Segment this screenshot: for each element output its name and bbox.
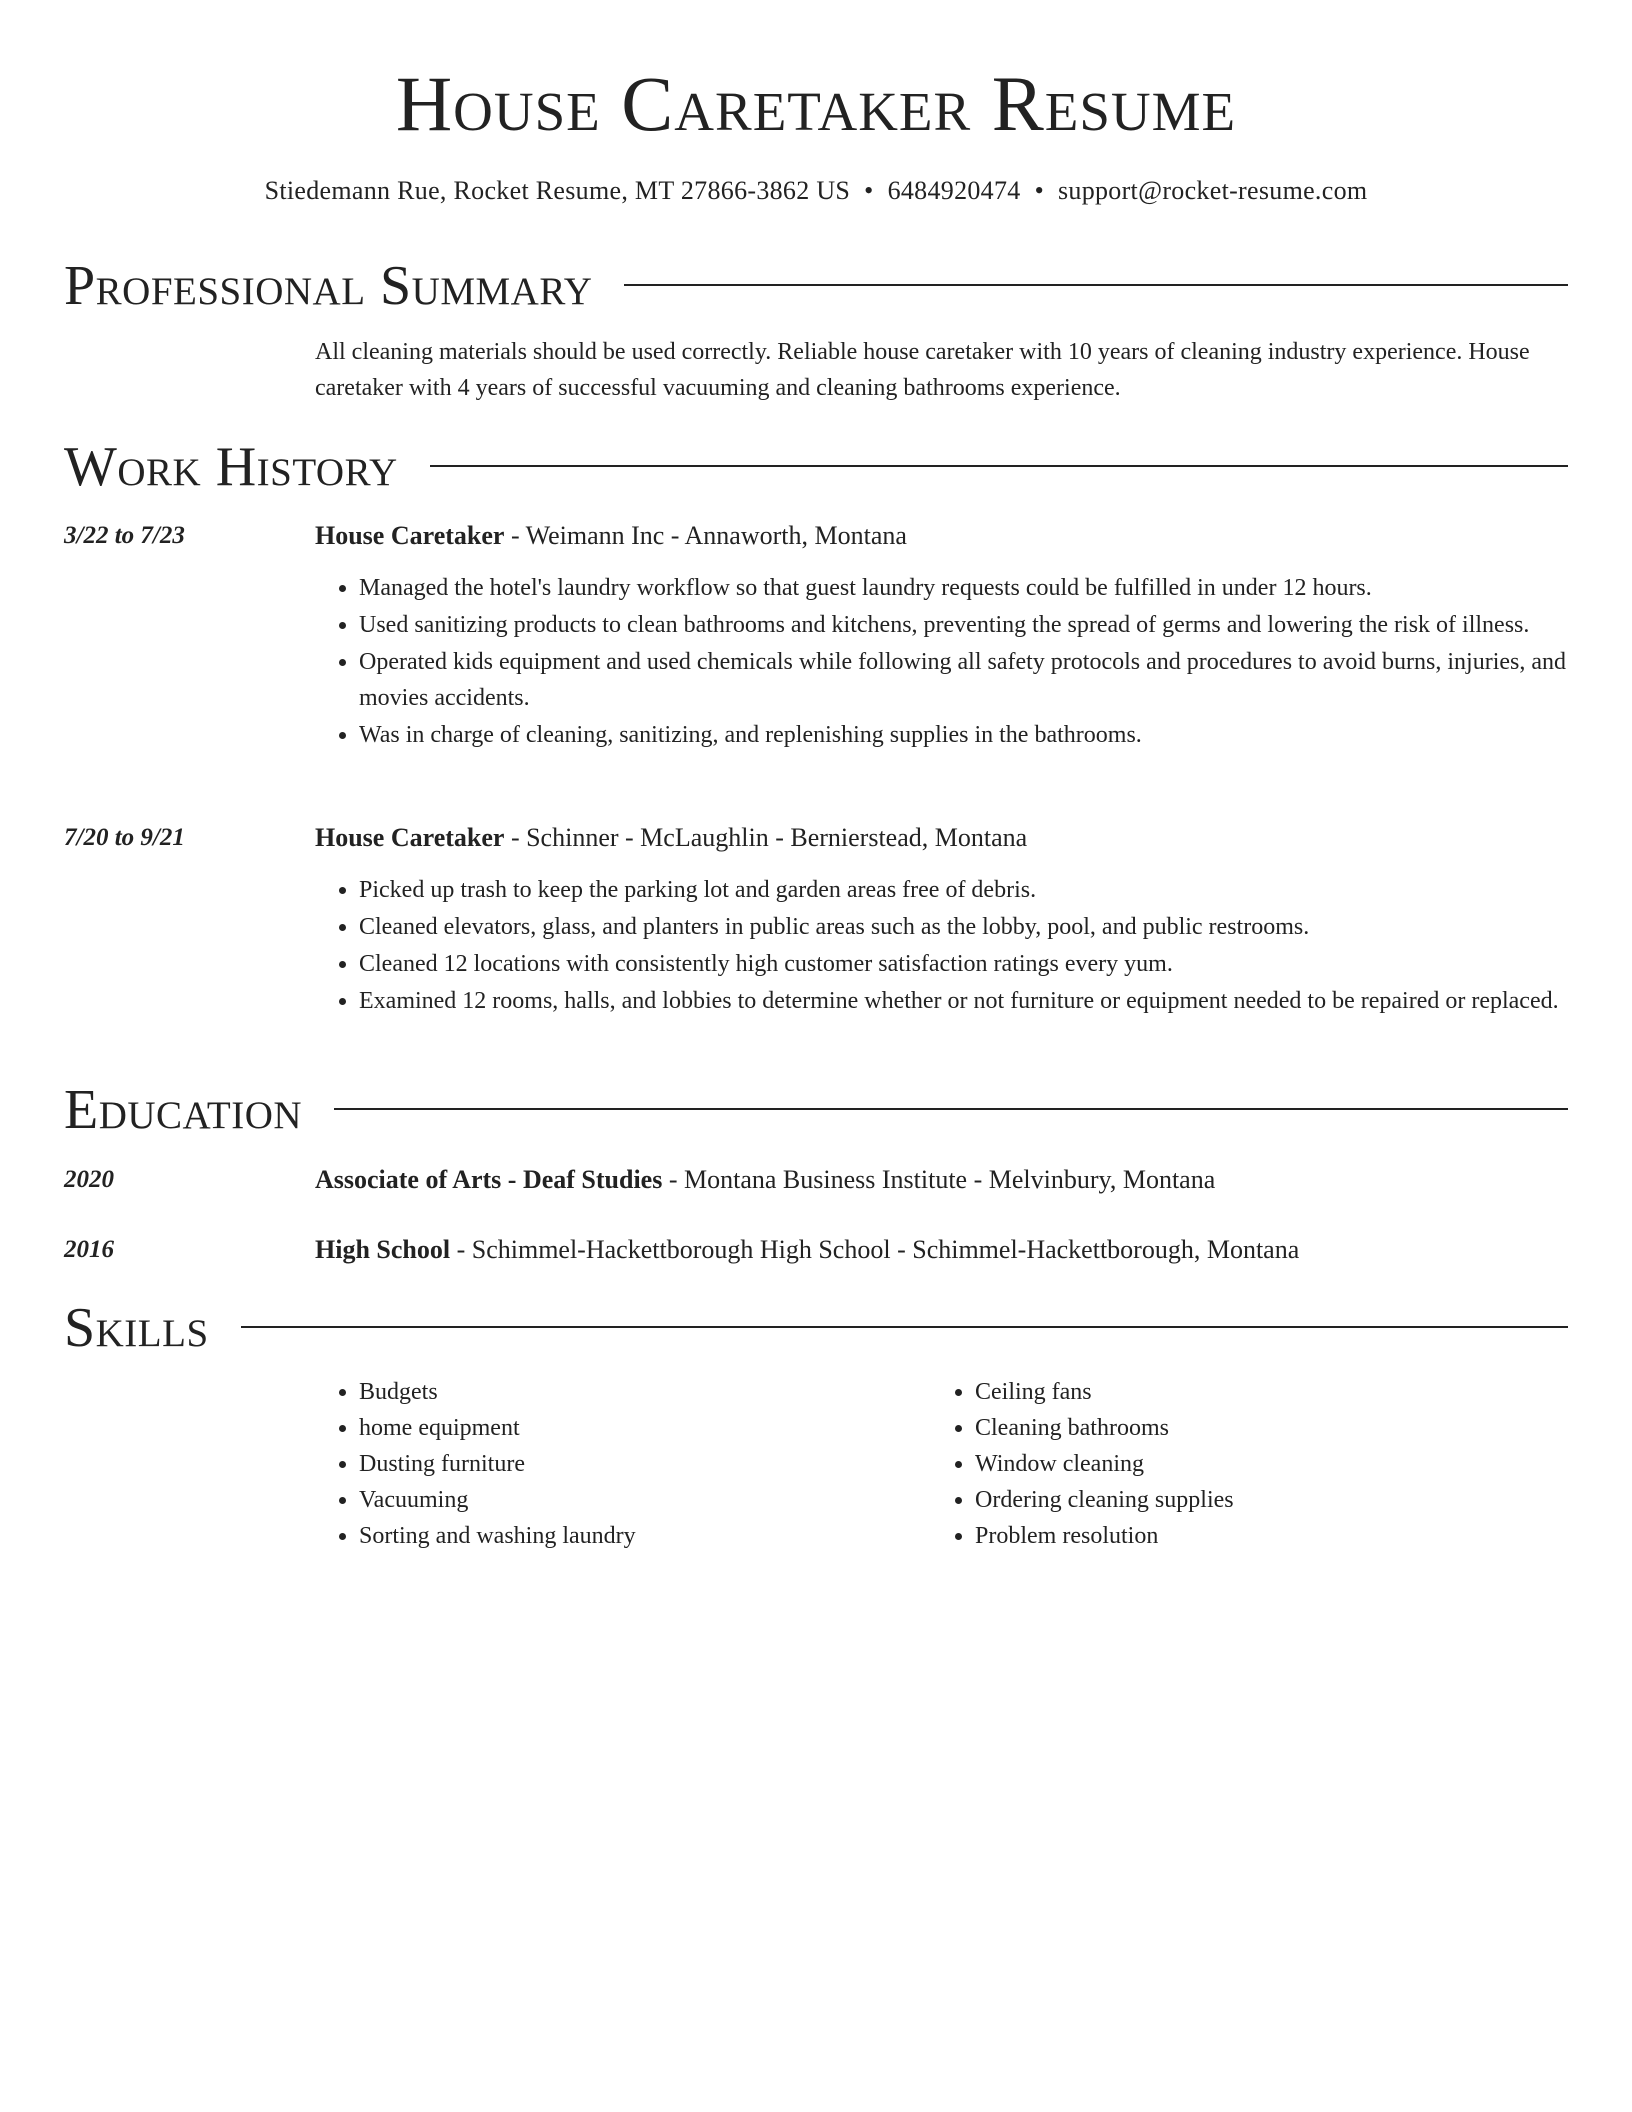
contact-email: support@rocket-resume.com (1057, 176, 1368, 205)
list-item: • Was in charge of cleaning, sanitizing, and replenishing supplies in the bathrooms. (359, 717, 1568, 753)
resume-title: House Caretaker Resume (395, 60, 1237, 147)
work-title: House Caretaker (315, 521, 505, 550)
skill-item: • Vacuuming (359, 1482, 636, 1518)
skill-item: • Problem resolution (975, 1518, 1234, 1554)
work-details: - Schinner - McLaughlin - Bernierstead, Montana (504, 823, 1028, 852)
work-heading (315, 820, 1568, 856)
work-bullets (315, 872, 1568, 1020)
list-item: • Managed the hotel's laundry workflow so that guest laundry requests could be fulfilled in under 12 hours. (359, 570, 1568, 606)
skill-item: • Sorting and washing laundry (359, 1518, 636, 1554)
contact-phone: 6484920474 (887, 176, 1021, 205)
section-summary-header (64, 252, 1568, 320)
list-item: • Picked up trash to keep the parking lot and garden areas free of debris. (359, 872, 1568, 908)
section-divider (624, 284, 1568, 286)
skills-column-right (931, 1374, 1234, 1554)
contact-separator: • (1034, 176, 1044, 205)
work-bullets (315, 570, 1568, 754)
contact-separator: • (864, 176, 874, 205)
section-title-summary: Professional Summary (64, 255, 593, 317)
work-dates: 3/22 to 7/23 (64, 522, 185, 549)
list-item: • Examined 12 rooms, halls, and lobbies to determine whether or not furniture or equipment needed to be repaired or replaced. (359, 983, 1568, 1019)
list-item: • Cleaned elevators, glass, and planters in public areas such as the lobby, pool, and public restrooms. (359, 909, 1568, 945)
work-title: House Caretaker (315, 823, 505, 852)
skill-item: • Ordering cleaning supplies (975, 1482, 1234, 1518)
list-item: • Operated kids equipment and used chemicals while following all safety protocols and procedures to avoid burns, injuries, and movies accidents. (359, 644, 1568, 716)
work-details: - Weimann Inc - Annaworth, Montana (504, 521, 907, 550)
section-title-education: Education (64, 1079, 303, 1141)
contact-address: Stiedemann Rue, Rocket Resume, MT 27866-3862 US (264, 176, 851, 205)
skill-item: • Ceiling fans (975, 1374, 1234, 1410)
summary-text: All cleaning materials should be used correctly. Reliable house caretaker with 10 years of cleaning industry experience. House caretaker with 4 years of successful vacuuming and cleaning bathrooms experience. (315, 339, 1530, 401)
education-year: 2016 (64, 1236, 114, 1263)
section-divider (241, 1326, 1568, 1328)
skill-item: • Dusting furniture (359, 1446, 636, 1482)
section-title-work: Work History (64, 436, 398, 498)
skill-item: • Budgets (359, 1374, 636, 1410)
skills-column-left (315, 1374, 636, 1554)
section-education-header (64, 1076, 1568, 1144)
section-divider (430, 465, 1568, 467)
list-item: • Cleaned 12 locations with consistently high customer satisfaction ratings every yum. (359, 946, 1568, 982)
education-year: 2020 (64, 1166, 114, 1193)
section-divider (334, 1108, 1568, 1110)
contact-line (64, 174, 1568, 208)
education-details: - Schimmel-Hackettborough High School - Schimmel-Hackettborough, Montana (450, 1235, 1300, 1264)
education-heading (315, 1162, 1568, 1198)
education-degree: Associate of Arts - Deaf Studies (315, 1165, 663, 1194)
work-heading (315, 518, 1568, 554)
skill-item: • home equipment (359, 1410, 636, 1446)
work-dates: 7/20 to 9/21 (64, 824, 185, 851)
list-item: • Used sanitizing products to clean bathrooms and kitchens, preventing the spread of germs and lowering the risk of illness. (359, 607, 1568, 643)
education-details: - Montana Business Institute - Melvinbury, Montana (662, 1165, 1216, 1194)
skill-item: • Window cleaning (975, 1446, 1234, 1482)
section-title-skills: Skills (64, 1297, 209, 1359)
section-skills-header (64, 1294, 1568, 1362)
skill-item: • Cleaning bathrooms (975, 1410, 1234, 1446)
section-work-header (64, 433, 1568, 501)
education-degree: High School (315, 1235, 451, 1264)
education-heading (315, 1232, 1568, 1268)
